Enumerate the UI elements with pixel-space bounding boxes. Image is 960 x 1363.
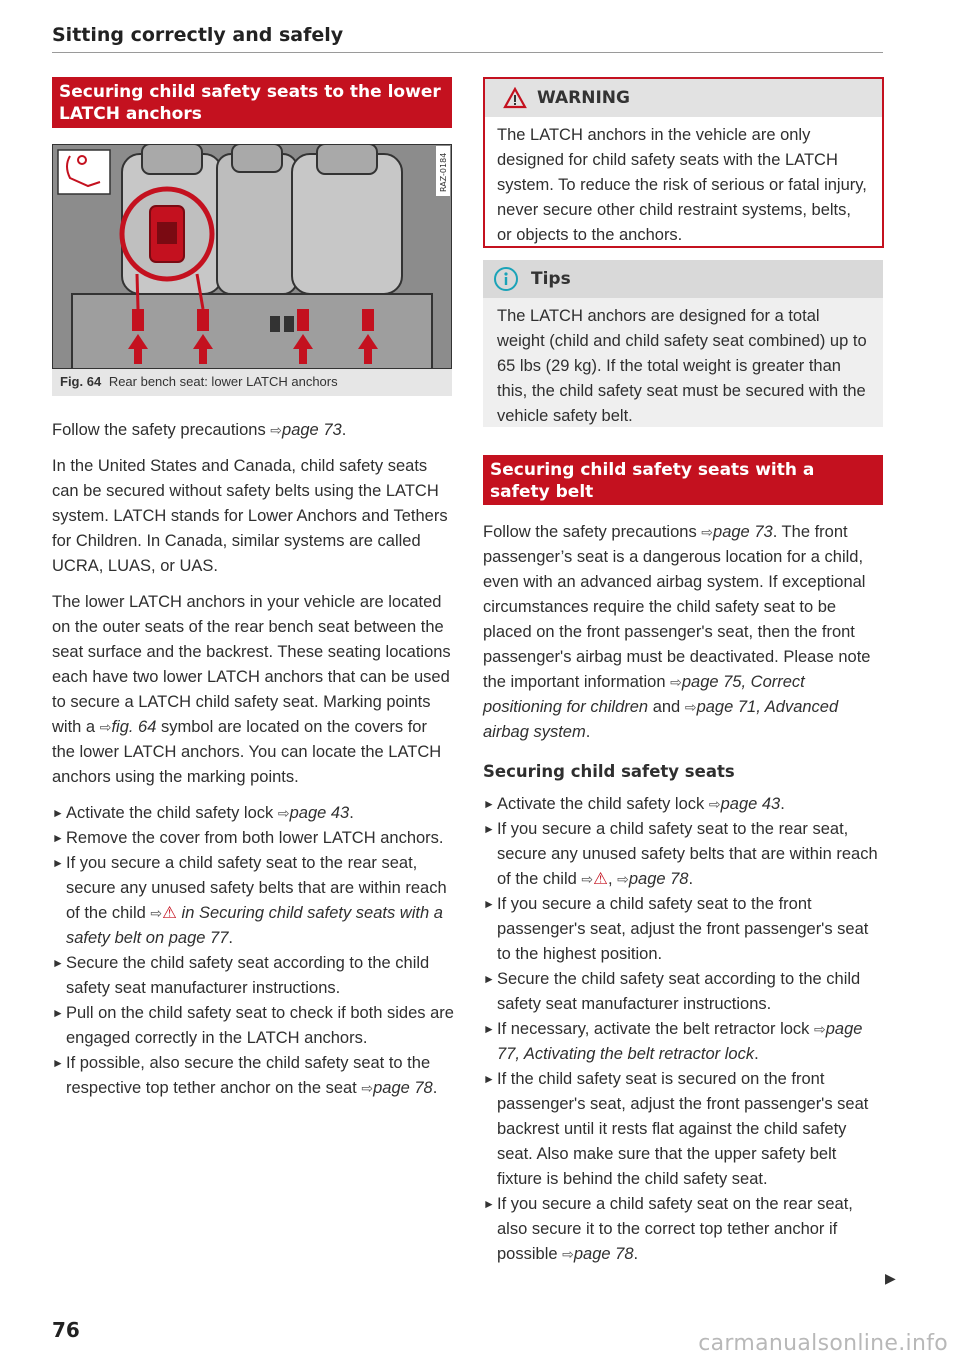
warning-header	[485, 79, 882, 117]
page-number: 76	[52, 1318, 80, 1342]
page-link[interactable]: page 78	[573, 1245, 634, 1263]
page-link[interactable]: in Securing child safety seats with a safety belt on page 77	[66, 904, 443, 947]
warning-triangle-icon	[503, 87, 527, 109]
list-item: ► Activate the child safety lock ⇨page 43.	[52, 801, 454, 826]
list-item: ► If you secure a child safety seat to the rear seat, secure any unused safety belts that are within reach of the child ⇨⚠, ⇨page 78.	[483, 817, 885, 892]
left-body	[52, 418, 454, 1101]
watermark: carmanualsonline.info	[698, 1331, 948, 1356]
bullet-icon: ►	[483, 1197, 495, 1211]
running-header: Sitting correctly and safely	[52, 24, 344, 46]
arrow-icon: ⇨	[670, 674, 682, 690]
bullet-icon: ►	[483, 822, 495, 836]
page-link[interactable]: page 73	[282, 421, 342, 439]
section-heading-latch: Securing child safety seats to the lower LATCH anchors	[52, 77, 452, 128]
figure-link[interactable]: fig. 64	[111, 718, 157, 736]
bullet-icon: ►	[52, 831, 64, 845]
arrow-icon: ⇨	[99, 719, 112, 735]
arrow-icon: ⇨	[277, 805, 290, 821]
list-item: ► Remove the cover from both lower LATCH anchors.	[52, 826, 454, 851]
list-item: ► If you secure a child safety seat to the rear seat, secure any unused safety belts that are within reach of the child ⇨⚠ in Securing child safety seats with a safety belt on page 77.	[52, 851, 454, 951]
page-link[interactable]: page 75, Correct positioning for children	[483, 673, 805, 716]
list-item: ► Secure the child safety seat according to the child safety seat manufacturer instructions.	[52, 951, 454, 1001]
warning-box	[483, 77, 884, 248]
rear-bench-illustration	[52, 144, 452, 369]
bullet-icon: ►	[52, 806, 64, 820]
arrow-icon: ⇨	[270, 422, 283, 438]
figure-64	[52, 144, 452, 396]
info-icon	[493, 266, 519, 292]
arrow-icon: ⇨	[684, 699, 697, 715]
continue-arrow-icon: ▶	[885, 1270, 896, 1286]
bullet-icon: ►	[483, 1072, 495, 1086]
left-paragraph-2: In the United States and Canada, child safety seats can be secured without safety belts using the LATCH system. LATCH stands for Lower Anchors and Tethers for Children. In Canada, similar systems are called UCRA, LUAS, or UAS.	[52, 457, 448, 575]
figure-caption-text: Rear bench seat: lower LATCH anchors	[108, 374, 338, 389]
page-link[interactable]: page 77, Activating the belt retractor lock	[497, 1020, 863, 1063]
list-item: ► If the child safety seat is secured on the front passenger's seat, adjust the front passenger's seat backrest until it rests flat against the child safety seat. Also make sure that the upper safety belt fixture is behind the child safety seat.	[483, 1067, 885, 1192]
tips-title: Tips	[531, 269, 571, 289]
page-link[interactable]: page 43	[289, 804, 350, 822]
list-item: ► Pull on the child safety seat to check if both sides are engaged correctly in the LATCH anchors.	[52, 1001, 454, 1051]
arrow-icon: ⇨	[708, 796, 721, 812]
left-step-list	[52, 801, 454, 1101]
arrow-icon: ⇨	[617, 871, 629, 887]
bullet-icon: ►	[483, 1022, 495, 1036]
right-body	[483, 520, 885, 1267]
warning-triangle-icon: ⚠	[593, 870, 608, 888]
header-divider	[52, 52, 883, 53]
left-paragraph-1: Follow the safety precautions ⇨page 73.	[52, 421, 347, 439]
page-link[interactable]: page 43	[720, 795, 781, 813]
list-item: ► If you secure a child safety seat to the front passenger's seat, adjust the front passenger's seat to the highest position.	[483, 892, 885, 967]
arrow-icon: ⇨	[814, 1021, 826, 1037]
section-heading-safety-belt: Securing child safety seats with a safety belt	[483, 455, 883, 505]
bullet-icon: ►	[483, 972, 495, 986]
list-item: ► If possible, also secure the child safety seat to the respective top tether anchor on the seat ⇨page 78.	[52, 1051, 454, 1101]
warning-text: The LATCH anchors in the vehicle are only designed for child safety seats with the LATCH system. To reduce the risk of serious or fatal injury, never secure other child restraint systems, belts, or objects to the anchors.	[497, 126, 867, 244]
tips-box	[483, 260, 883, 427]
bullet-icon: ►	[52, 956, 64, 970]
arrow-icon: ⇨	[701, 524, 714, 540]
list-item: ► If you secure a child safety seat on the rear seat, also secure it to the correct top tether anchor if possible ⇨page 78.	[483, 1192, 885, 1267]
bullet-icon: ►	[483, 897, 495, 911]
figure-label: Fig. 64	[60, 374, 102, 389]
list-item: ► If necessary, activate the belt retractor lock ⇨page 77, Activating the belt retractor lock.	[483, 1017, 885, 1067]
bullet-icon: ►	[52, 856, 64, 870]
page-link[interactable]: page 78	[628, 870, 689, 888]
figure-caption	[60, 374, 338, 389]
warning-triangle-icon: ⚠	[162, 904, 177, 922]
arrow-icon: ⇨	[150, 905, 163, 921]
tips-text: The LATCH anchors are designed for a total weight (child and child safety seat combined) up to 65 lbs (29 kg). If the total weight is greater than this, the child safety seat must be secured with the vehicle safety belt.	[497, 307, 867, 425]
page-link[interactable]: page 78	[373, 1079, 433, 1097]
list-item: ► Secure the child safety seat according to the child safety seat manufacturer instructions.	[483, 967, 885, 1017]
figure-code: RAZ-0184	[439, 152, 448, 192]
arrow-icon: ⇨	[361, 1080, 374, 1096]
subheading-securing-seats: Securing child safety seats	[483, 762, 735, 781]
right-paragraph-1: Follow the safety precautions ⇨page 73. The front passenger’s seat is a dangerous location for a child, even with an advanced airbag system. If exceptional circumstances require the child safety seat to be placed on the front passenger's seat, then the front passenger's airbag must be deactivated. Please note the important information ⇨page 75, Correct positioning for children and ⇨page 71, Advanced airbag system.	[483, 523, 871, 741]
arrow-icon: ⇨	[581, 871, 594, 887]
arrow-icon: ⇨	[562, 1246, 574, 1262]
right-step-list	[483, 792, 885, 1267]
page-link[interactable]: page 71, Advanced airbag system	[483, 698, 839, 741]
bullet-icon: ►	[52, 1006, 64, 1020]
bullet-icon: ►	[52, 1056, 64, 1070]
page-link[interactable]: page 73	[713, 523, 773, 541]
tips-header	[483, 260, 883, 298]
warning-title: WARNING	[537, 88, 630, 108]
left-paragraph-3: The lower LATCH anchors in your vehicle are located on the outer seats of the rear bench seat between the seat surface and the backrest. These seating locations each have two lower LATCH anchors that can be used to secure a LATCH child safety seat. Marking points with a ⇨fig. 64 symbol are located on the covers for the lower LATCH anchors. You can locate the LATCH anchors using the marking points.	[52, 593, 451, 786]
list-item: ► Activate the child safety lock ⇨page 43.	[483, 792, 885, 817]
bullet-icon: ►	[483, 797, 495, 811]
